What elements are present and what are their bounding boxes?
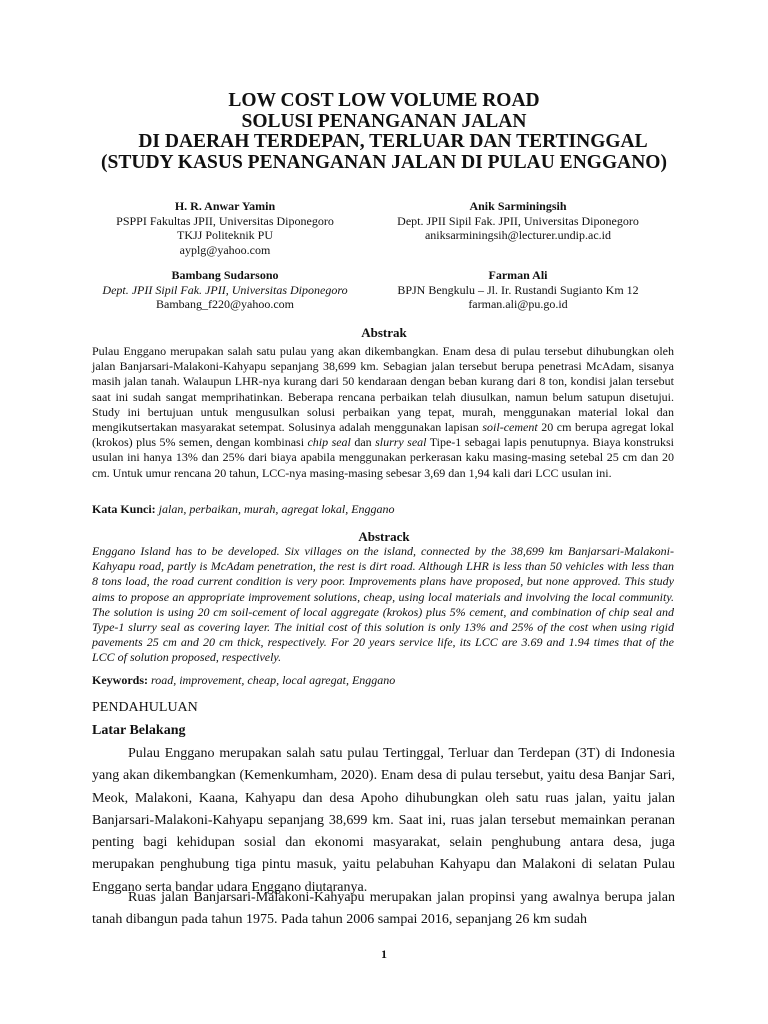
author-name: Bambang Sudarsono [171,268,279,282]
keywords [92,673,674,688]
latar-belakang-heading: Latar Belakang [92,723,186,738]
paper-title [60,91,708,173]
abstrak-part: Pulau Enggano merupakan salah satu pulau yang akan dikembangkan. Enam desa di pulau tersebut dihubungkan oleh jalan Banjarsari-Malakoni-Kahyapu sepanjang 38,699 km. Sebagian jalan tersebut berupa penetrasi McAdam, sisanya masih jalan tanah. Walaupun LHR-nya kurang dari 50 kendaraan dengan beban kurang dari 8 ton, kondisi jalan tersebut saat ini sudah sangat memprihatinkan. Beberapa rencana perbaikan telah diusulkan, namun belum satupun disetujui. Study ini bertujuan untuk mengusulkan solusi perbaikan yang tepat, murah, menggunakan material lokal dan mengikutsertakan masyarakat setempat. Solusinya adalah menggunakan lapisan [92,344,674,435]
abstract-text: Enggano Island has to be developed. Six villages on the island, connected by the 38,699 km Banjarsari-Malakoni-Kahyapu road, partly is McAdam penetration, the rest is dirt road. Although LHR is less than 50 vehicles with less than 8 tons load, the road current condition is very poor. Improvements plans have proposed, but none approved. This study aims to propose an appropriate improvement solutions, cheap, using local materials and involving the local community. The solution is using 20 cm soil-cement of local aggregate (krokos) plus 5% cement, and combination of chip seal and Type-1 slurry seal as covering layer. The initial cost of this solution is only 13% and 25% of the cost when using rigid pavements 25 cm and 20 cm thick, respectively. For 20 years service life, its LCC are 3.69 and 1.94 times that of the LCC of solution proposed, respectively. [92,544,674,665]
abstract-heading: Abstrack [358,529,410,544]
keywords-value: road, improvement, cheap, local agregat, Enggano [148,673,396,687]
author-affiliation: Dept. JPII Sipil Fak. JPII, Universitas Diponegoro [397,213,639,228]
author-email: farman.ali@pu.go.id [468,297,568,311]
author-block-1 [75,199,375,257]
kata-kunci-label: Kata Kunci: [92,502,156,516]
abstrak-term: soil-cement [482,420,538,435]
author-name: Anik Sarminingsih [469,199,567,213]
author-name: Farman Ali [488,268,548,282]
title-line-4: (STUDY KASUS PENANGANAN JALAN DI PULAU ENGGANO) [101,151,667,173]
author-block-2 [368,199,668,243]
author-affiliation: Dept. JPII Sipil Fak. JPII, Universitas Diponegoro [102,282,348,297]
abstrak-text [92,344,674,481]
abstrak-term: chip seal [307,435,351,450]
abstrak-heading: Abstrak [361,325,407,340]
abstrak-term: slurry seal [375,435,427,450]
page-number: 1 [381,947,387,961]
kata-kunci [92,502,674,517]
author-block-4 [368,268,668,312]
author-affiliation: TKJJ Politeknik PU [176,228,273,242]
keywords-label: Keywords: [92,673,148,687]
title-line-3: DI DAERAH TERDEPAN, TERLUAR DAN TERTINGGAL [138,131,648,152]
pendahuluan-heading: PENDAHULUAN [92,700,198,715]
author-email: ayplg@yahoo.com [179,242,271,257]
author-email: aniksarminingsih@lecturer.undip.ac.id [424,228,611,242]
body-paragraph-2: Ruas jalan Banjarsari-Malakoni-Kahyapu merupakan jalan propinsi yang awalnya berupa jalan tanah dibangun pada tahun 1975. Pada tahun 2006 sampai 2016, sepanjang 26 km sudah [92,890,675,928]
author-affiliation: BPJN Bengkulu – Jl. Ir. Rustandi Sugianto Km 12 [397,282,639,297]
title-line-2: SOLUSI PENANGANAN JALAN [241,110,527,132]
abstrak-part: 20 cm berupa agregat lokal (krokos) plus 5% semen, dengan kombinasi [92,420,674,450]
author-email: Bambang_f220@yahoo.com [155,297,295,311]
author-block-3 [75,268,375,312]
body-paragraph-1: Pulau Enggano merupakan salah satu pulau Tertinggal, Terluar dan Terdepan (3T) di Indonesia yang akan dikembangkan (Kemenkumham, 2020). Enam desa di pulau tersebut, yaitu desa Banjar Sari, Meok, Malakoni, Kaana, Kahyapu dan desa Apoho dihubungkan oleh satu ruas jalan, yaitu jalan Banjarsari-Malakoni-Kahyapu sepanjang 38,699 km. Saat ini, ruas jalan tersebut memainkan peranan penting bagi kehidupan sosial dan ekonomi masyarakat, selain penghubung antara desa, juga merupakan penghubung tiga pintu masuk, yaitu pelabuhan Kahyapu dan Malakoni di selatan Pulau Enggano serta bandar udara Enggano diutaranya. [92,746,675,895]
kata-kunci-value: jalan, perbaikan, murah, agregat lokal, Enggano [155,502,395,516]
abstrak-part: dan [350,435,376,450]
title-line-1: LOW COST LOW VOLUME ROAD [228,90,540,111]
abstrak-part: Tipe-1 sebagai lapis penutupnya. Biaya konstruksi usulan ini hanya 13% dan 25% dari biaya apabila menggunakan perkerasan kaku masing-masing setebal 25 cm dan 20 cm. Untuk umur rencana 20 tahun, LCC-nya masing-masing sebesar 3,69 dan 1,94 kali dari LCC usulan ini. [92,435,674,480]
author-name: H. R. Anwar Yamin [174,199,276,213]
author-affiliation: PSPPI Fakultas JPII, Universitas Diponegoro [116,213,334,228]
